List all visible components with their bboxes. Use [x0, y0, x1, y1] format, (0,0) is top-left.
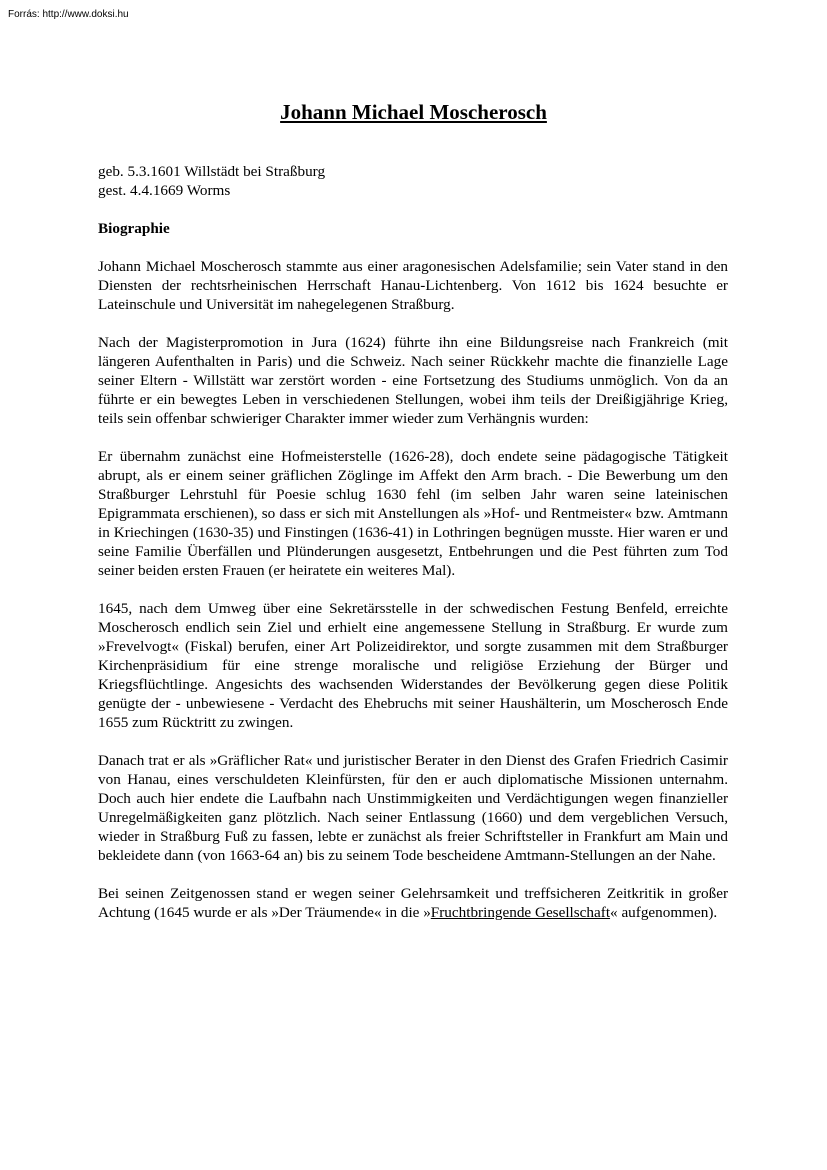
- paragraph-3: Er übernahm zunächst eine Hofmeisterstelle (1626-28), doch endete seine pädagogische Tätigkeit abrupt, als er einem seiner gräflichen Zöglinge im Affekt den Arm brach. - Die Bewerbung um den Straßburger Lehrstuhl für Poesie schlug 1630 fehl (im selben Jahr waren seine lateinischen Epigrammata erschienen), so dass er sich mit Anstellungen als »Hof- und Rentmeister« bzw. Amtmann in Kriechingen (1630-35) und Finstingen (1636-41) in Lothringen begnügen musste. Hier waren er und seine Familie Überfällen und Plünderungen ausgesetzt, Entbehrungen und die Pest führten zum Tod seiner beiden ersten Frauen (er heiratete ein weiteres Mal).: [98, 448, 728, 579]
- fruchtbringende-gesellschaft-link[interactable]: Fruchtbringende Gesellschaft: [430, 904, 611, 921]
- page-title: Johann Michael Moscherosch: [280, 100, 547, 124]
- paragraph-5: Danach trat er als »Gräflicher Rat« und juristischer Berater in den Dienst des Grafen Friedrich Casimir von Hanau, eines verschuldeten Kleinfürsten, für den er auch diplomatische Missionen unternahm. Doch auch hier endete die Laufbahn nach Unstimmigkeiten und Verdächtigungen wegen finanzieller Unregelmäßigkeiten ganz plötzlich. Nach seiner Entlassung (1660) und dem vergeblichen Versuch, wieder in Straßburg Fuß zu fassen, lebte er zunächst als freier Schriftsteller in Frankfurt am Main und bekleidete dann (von 1663-64 an) bis zu seinem Tode bescheidene Amtmann-Stellungen an der Nahe.: [98, 752, 728, 864]
- paragraph-6-text-after: « aufgenommen).: [610, 904, 718, 921]
- paragraph-6: [98, 884, 728, 922]
- paragraph-4: 1645, nach dem Umweg über eine Sekretärsstelle in der schwedischen Festung Benfeld, erreichte Moscherosch endlich sein Ziel und erhielt eine angemessene Stellung in Straßburg. Er wurde zum »Frevelvogt« (Fiskal) berufen, einer Art Polizeidirektor, und sorgte zusammen mit dem Straßburger Kirchenpräsidium für eine strenge moralische und religiöse Erziehung der Bürger und Kriegsflüchtlinge. Angesichts des wachsenden Widerstandes der Bevölkerung gegen diese Politik genügte der - unbewiesene - Verdacht des Ehebruchs mit seiner Haushälterin, um Moscherosch Ende 1655 zum Rücktritt zu zwingen.: [98, 600, 728, 731]
- death-line: gest. 4.4.1669 Worms: [98, 182, 231, 199]
- paragraph-6-text-before: Bei seinen Zeitgenossen stand er wegen seiner Gelehrsamkeit und treffsicheren Zeitkritik in großer Achtung (1645 wurde er als »Der Träumende« in die »: [98, 885, 728, 921]
- section-heading: Biographie: [98, 220, 170, 237]
- birth-line: geb. 5.3.1601 Willstädt bei Straßburg: [98, 163, 326, 180]
- paragraph-1: Johann Michael Moscherosch stammte aus einer aragonesischen Adelsfamilie; sein Vater stand in den Diensten der rechtsrheinischen Herrschaft Hanau-Lichtenberg. Von 1612 bis 1624 besuchte er Lateinschule und Universität im nahegelegenen Straßburg.: [98, 258, 728, 313]
- life-dates: [98, 162, 728, 200]
- source-line: Forrás: http://www.doksi.hu: [8, 9, 129, 20]
- paragraph-2: Nach der Magisterpromotion in Jura (1624) führte ihn eine Bildungsreise nach Frankreich (mit längeren Aufenthalten in Paris) und die Schweiz. Nach seiner Rückkehr machte die finanzielle Lage seiner Eltern - Willstätt war zerstört worden - eine Fortsetzung des Studiums unmöglich. Von da an führte er ein bewegtes Leben in verschiedenen Stellungen, wobei ihm teils der Dreißigjährige Krieg, teils sein offenbar schwieriger Charakter immer wieder zum Verhängnis wurden:: [98, 334, 728, 427]
- document-body: [98, 162, 728, 941]
